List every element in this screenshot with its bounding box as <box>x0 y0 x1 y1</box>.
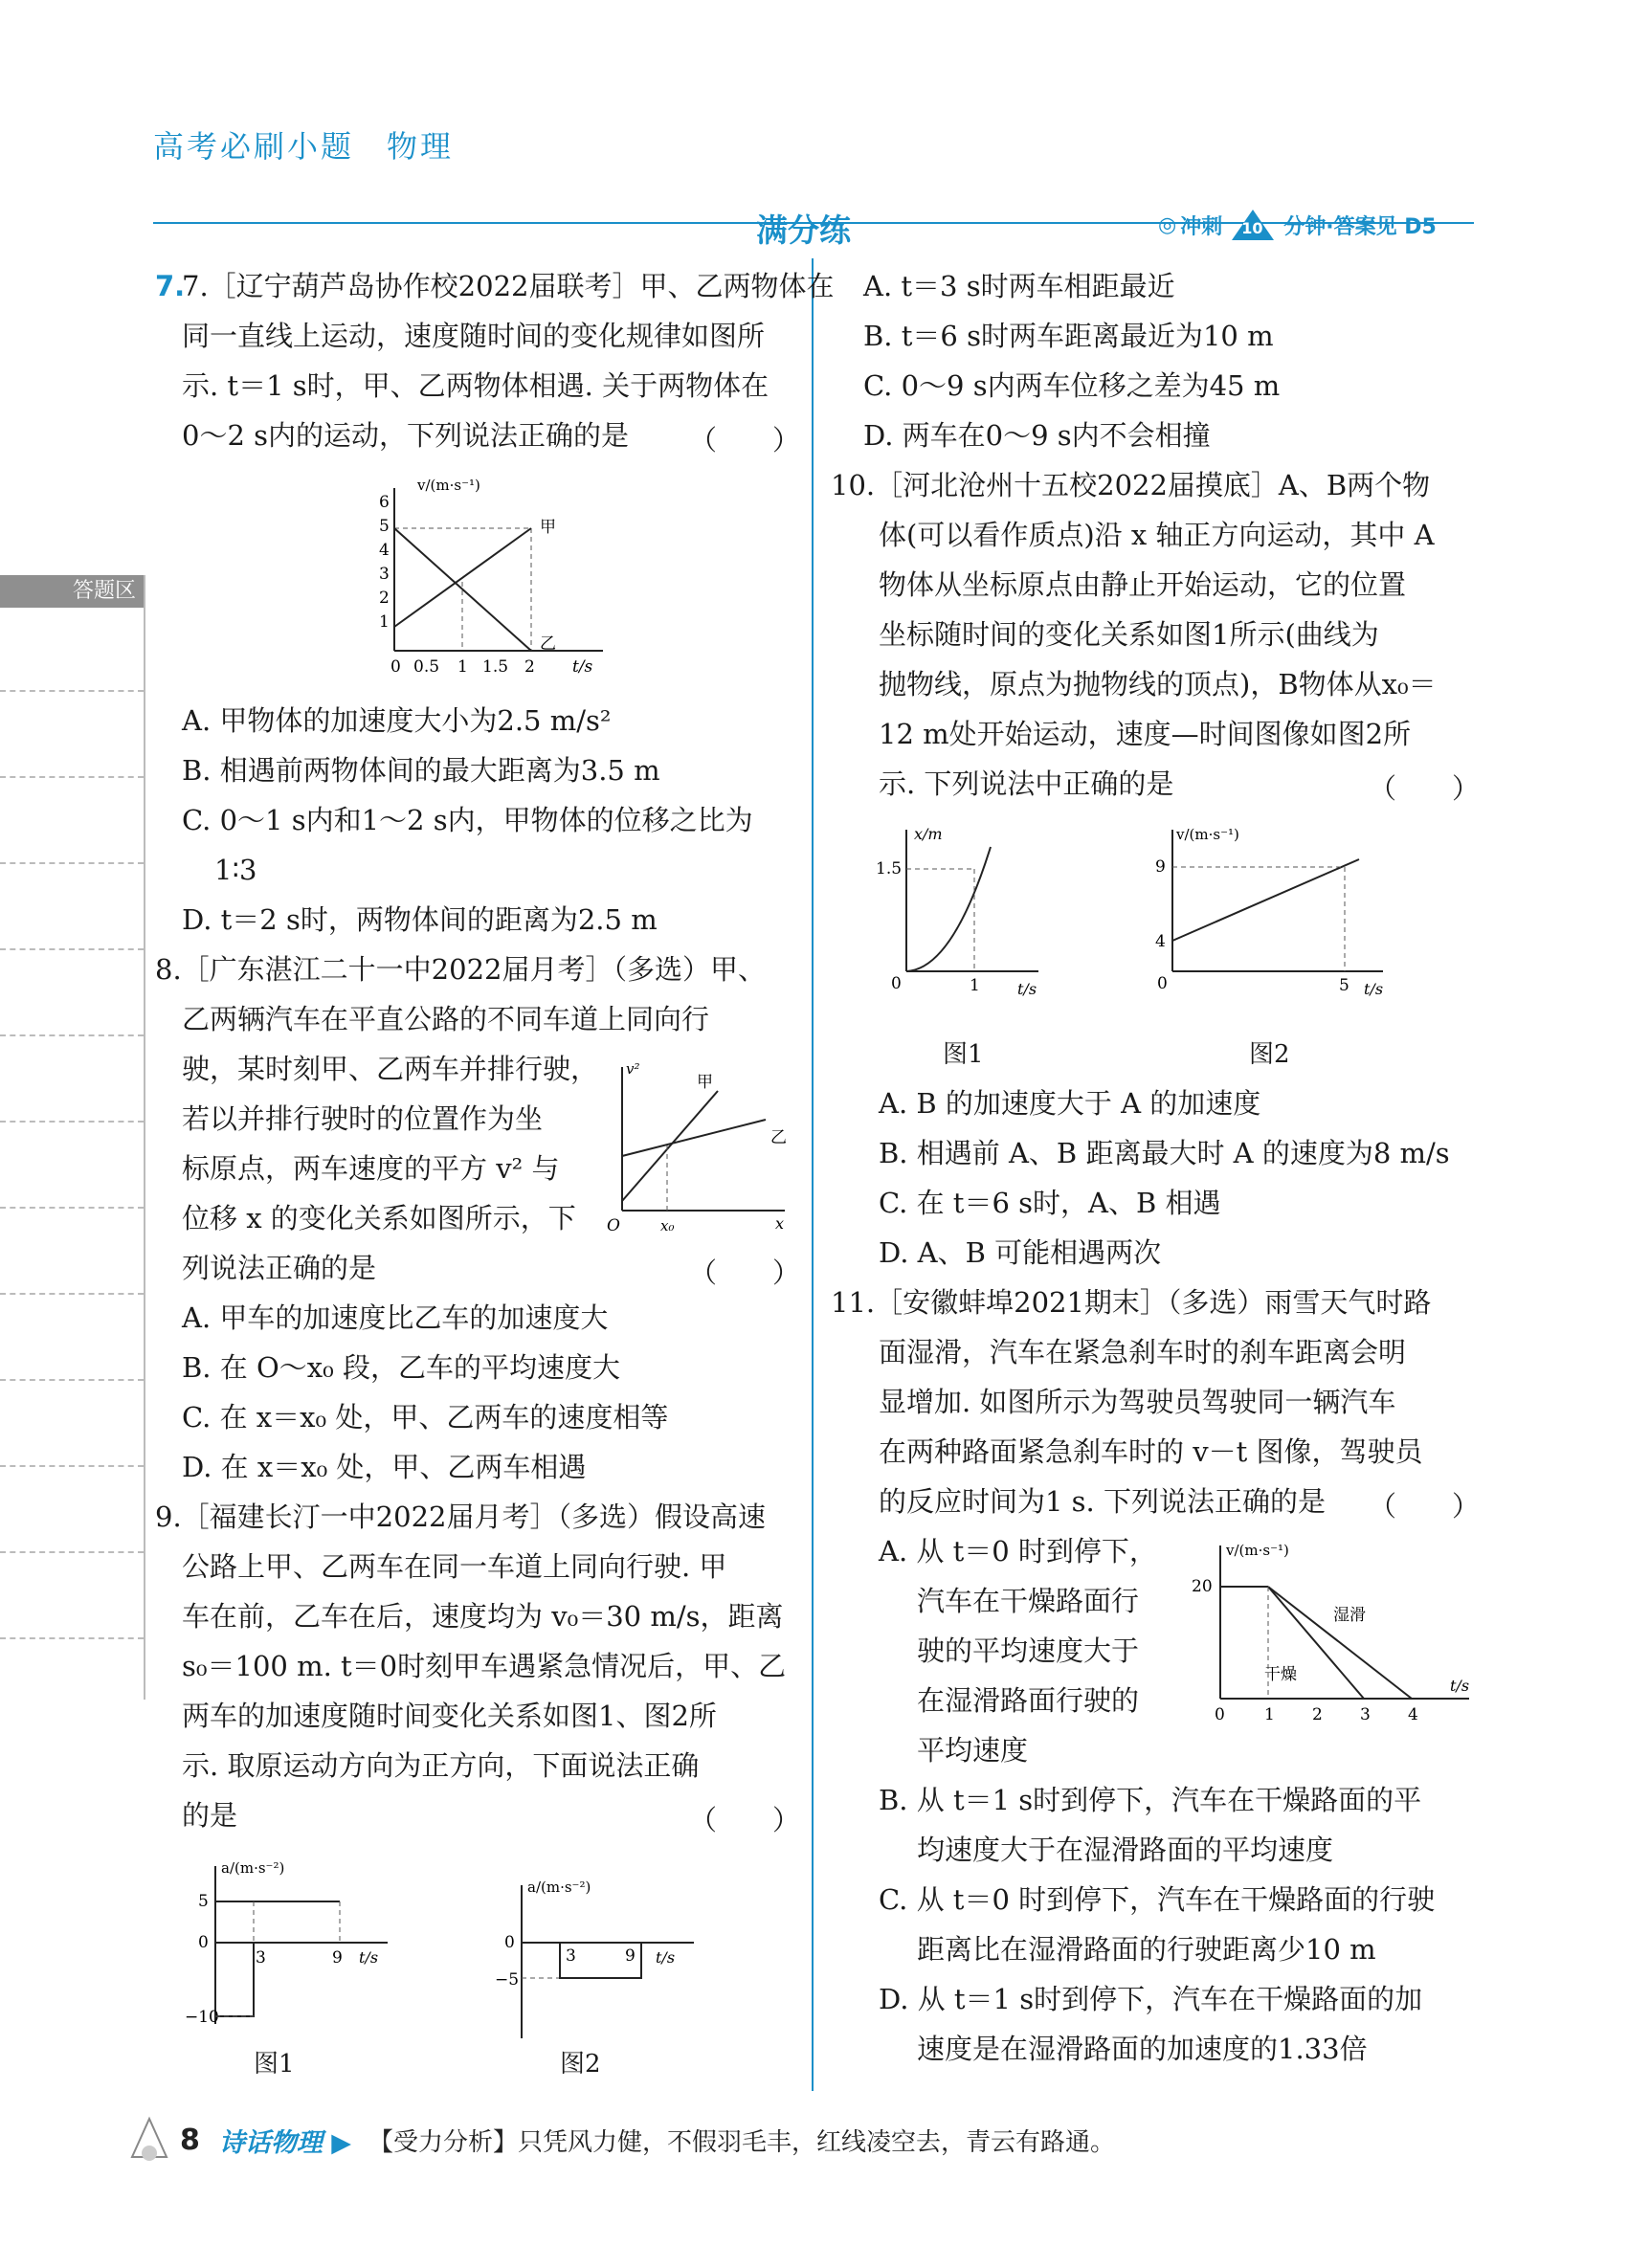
q7-option-d: D. t＝2 s时，两物体间的距离为2.5 m <box>182 903 658 936</box>
q9-fig2-caption: 图2 <box>560 2050 601 2079</box>
series-label: 乙 <box>540 634 556 654</box>
q10-text-line-3: 物体从坐标原点由静止开始运动，它的位置 <box>879 568 1407 601</box>
q9-option-a: A. t＝3 s时两车相距最近 <box>863 270 1175 302</box>
x-tick: 0.5 <box>413 657 440 677</box>
answer-line <box>0 1465 144 1467</box>
q7-line <box>155 270 185 302</box>
chart-ylabel: v/(m·s⁻¹) <box>417 477 480 494</box>
q11-option-a-line: 在湿滑路面行驶的 <box>917 1684 1140 1717</box>
timer-prefix: 冲刺 <box>1180 214 1223 239</box>
q11-option-a-line: A. 从 t＝0 时到停下， <box>879 1535 1157 1568</box>
answer-line <box>0 1379 144 1381</box>
answer-sidebar <box>0 575 145 1700</box>
x-tick: 0 <box>390 657 401 677</box>
chart-ylabel: v/(m·s⁻¹) <box>1226 1542 1289 1559</box>
y-tick: 2 <box>379 589 390 608</box>
q10-fig1-caption: 图1 <box>943 1040 984 1069</box>
x-tick: 9 <box>625 1946 636 1966</box>
footer-brand: 诗话物理 ▶ <box>218 2127 352 2158</box>
q9-option-b: B. t＝6 s时两车距离最近为10 m <box>863 320 1274 352</box>
q8-text-line-6: 位移 x 的变化关系如图所示，下 <box>182 1202 576 1234</box>
series-label: 乙 <box>770 1128 787 1147</box>
q9-text-line-5: 两车的加速度随时间变化关系如图1、图2所 <box>182 1700 717 1732</box>
y-tick: 5 <box>198 1892 209 1911</box>
q8-v2x-chart <box>603 1053 794 1234</box>
q11-vt-chart <box>1192 1536 1479 1727</box>
velocity-line <box>1172 859 1359 941</box>
y-tick: 0 <box>504 1933 515 1952</box>
y-tick: 1.5 <box>876 859 903 878</box>
chart-ylabel: a/(m·s⁻²) <box>527 1879 591 1896</box>
chart-x0: x₀ <box>660 1217 675 1234</box>
chart-xlabel: t/s <box>359 1948 379 1967</box>
q9-fig1-caption: 图1 <box>254 2050 295 2079</box>
column-divider <box>812 258 814 2091</box>
q7-text-line-3: 示. t＝1 s时，甲、乙两物体相遇. 关于两物体在 <box>182 369 769 402</box>
answer-line <box>0 862 144 864</box>
q7-text-line-1: 7.［辽宁葫芦岛协作校2022届联考］甲、乙两物体在 <box>182 270 835 302</box>
y-tick: 3 <box>379 565 390 584</box>
chart-xlabel: t/s <box>1017 980 1037 998</box>
q9-fig2-chart <box>483 1871 713 2043</box>
answer-area-label: 答题区 <box>0 575 144 608</box>
q7-answer-blank[interactable]: （ ） <box>689 424 801 456</box>
q8-option-a: A. 甲车的加速度比乙车的加速度大 <box>182 1301 609 1334</box>
timer-suffix: 分钟·答案见 D5 <box>1283 214 1437 239</box>
parabola-curve <box>906 847 991 971</box>
wet-label: 湿滑 <box>1333 1606 1366 1625</box>
q10-fig2-chart <box>1144 818 1393 1000</box>
q7-option-c: C. 0～1 s内和1～2 s内，甲物体的位移之比为 <box>182 804 753 836</box>
q10-text-line-7: 示. 下列说法中正确的是 <box>879 767 1174 800</box>
answer-line <box>0 1121 144 1123</box>
answer-line <box>0 1293 144 1295</box>
q11-text-line-5: 的反应时间为1 s. 下列说法正确的是 <box>879 1485 1326 1518</box>
q10-option-d: D. A、B 可能相遇两次 <box>879 1236 1162 1269</box>
q9-fig1-chart <box>177 1852 407 2043</box>
x-tick: 3 <box>256 1948 266 1968</box>
chart-ylabel: v² <box>626 1060 640 1078</box>
q7-option-c-cont: 1∶3 <box>214 854 257 886</box>
series-label: 甲 <box>697 1073 713 1092</box>
y-tick: 9 <box>1155 857 1166 877</box>
y-tick: 1 <box>379 612 390 632</box>
q11-option-d: D. 从 t＝1 s时到停下，汽车在干燥路面的加 <box>879 1983 1423 2015</box>
chart-xlabel: t/s <box>1364 980 1384 998</box>
q11-option-c-cont: 距离比在湿滑路面的行驶距离少10 m <box>917 1933 1376 1966</box>
q9-text-line-7: 的是 <box>182 1799 238 1832</box>
q11-option-d-cont: 速度是在湿滑路面的加速度的1.33倍 <box>917 2033 1368 2065</box>
q7-option-b: B. 相遇前两物体间的最大距离为3.5 m <box>182 754 660 787</box>
chart-xlabel: t/s <box>656 1948 676 1967</box>
q11-text-line-1: 11.［安徽蚌埠2021期末］（多选）雨雪天气时路 <box>831 1286 1432 1319</box>
q8-option-c: C. 在 x＝x₀ 处，甲、乙两车的速度相等 <box>182 1401 669 1434</box>
q7-text-line-2: 同一直线上运动，速度随时间的变化规律如图所 <box>182 320 766 352</box>
q10-option-a: A. B 的加速度大于 A 的加速度 <box>879 1087 1261 1120</box>
x-tick: 1 <box>457 657 468 677</box>
book-title: 高考必刷小题 <box>153 128 355 165</box>
q8-option-d: D. 在 x＝x₀ 处，甲、乙两车相遇 <box>182 1451 587 1483</box>
q10-fig2-caption: 图2 <box>1249 1040 1290 1069</box>
accel-segment-negative <box>215 1943 254 2016</box>
q9-text-line-2: 公路上甲、乙两车在同一车道上同向行驶. 甲 <box>182 1550 727 1583</box>
q11-answer-blank[interactable]: （ ） <box>1369 1490 1481 1523</box>
x-tick: 1 <box>1264 1705 1275 1724</box>
chart-xlabel: t/s <box>572 657 593 677</box>
answer-line <box>0 948 144 950</box>
q8-text-line-5: 标原点，两车速度的平方 v² 与 <box>182 1152 560 1185</box>
x-tick: 1 <box>970 976 980 995</box>
answer-line <box>0 1034 144 1036</box>
y-tick: 20 <box>1192 1577 1213 1596</box>
q11-text-line-4: 在两种路面紧急刹车时的 v－t 图像，驾驶员 <box>879 1435 1423 1468</box>
chart-xlabel: x <box>775 1214 785 1233</box>
y-tick: 4 <box>1155 932 1166 951</box>
series-yi-line <box>622 1120 766 1156</box>
q11-text-line-2: 面湿滑，汽车在紧急刹车时的刹车距离会明 <box>879 1336 1407 1368</box>
chart-xlabel: t/s <box>1450 1677 1470 1695</box>
q11-option-a-line: 汽车在干燥路面行 <box>917 1585 1140 1617</box>
y-tick: −10 <box>185 2008 219 2027</box>
chart-ylabel: v/(m·s⁻¹) <box>1176 826 1239 843</box>
q8-option-b: B. 在 O～x₀ 段，乙车的平均速度大 <box>182 1351 620 1384</box>
q10-answer-blank[interactable]: （ ） <box>1369 772 1481 805</box>
chart-ylabel: a/(m·s⁻²) <box>221 1859 285 1877</box>
q8-answer-blank[interactable]: （ ） <box>689 1256 801 1289</box>
answer-line <box>0 776 144 778</box>
chart-origin: O <box>607 1216 620 1234</box>
timer-minutes: 10 <box>1241 219 1263 237</box>
y-tick: 5 <box>379 517 390 536</box>
series-yi-line <box>394 528 531 651</box>
q9-text-line-1: 9.［福建长汀一中2022届月考］（多选）假设高速 <box>155 1501 766 1533</box>
chart-origin: 0 <box>1157 974 1168 993</box>
page-number: 8 <box>180 2123 200 2157</box>
q11-option-a-line: 驶的平均速度大于 <box>917 1634 1140 1667</box>
q10-text-line-2: 体(可以看作质点)沿 x 轴正方向运动，其中 A <box>879 519 1435 551</box>
q10-text-line-1: 10.［河北沧州十五校2022届摸底］A、B两个物 <box>831 469 1431 501</box>
triangle-icon <box>1232 210 1274 240</box>
q8-text-line-4: 若以并排行驶时的位置作为坐 <box>182 1102 544 1135</box>
q8-text-line-7: 列说法正确的是 <box>182 1252 377 1284</box>
q11-text-line-3: 显增加. 如图所示为驾驶员驾驶同一辆汽车 <box>879 1386 1396 1418</box>
q11-option-b-cont: 均速度大于在湿滑路面的平均速度 <box>917 1834 1334 1866</box>
q10-text-line-4: 坐标随时间的变化关系如图1所示(曲线为 <box>879 618 1379 651</box>
q9-option-c: C. 0～9 s内两车位移之差为45 m <box>863 369 1281 402</box>
answer-line <box>0 690 144 692</box>
section-title: 满分练 <box>756 211 851 249</box>
running-header <box>153 122 486 167</box>
q8-text-line-3: 驶，某时刻甲、乙两车并排行驶， <box>182 1053 599 1085</box>
x-tick: 3 <box>566 1946 576 1966</box>
x-tick: 4 <box>1408 1705 1418 1724</box>
y-tick: 0 <box>198 1933 209 1952</box>
y-tick: −5 <box>495 1970 520 1990</box>
q11-option-c: C. 从 t＝0 时到停下，汽车在干燥路面的行驶 <box>879 1883 1436 1916</box>
x-tick: 5 <box>1339 976 1349 995</box>
clock-icon: ◎ <box>1158 212 1177 237</box>
x-tick: 0 <box>1215 1705 1225 1724</box>
question-number: 7. <box>155 270 186 302</box>
answer-line <box>0 1637 144 1639</box>
x-tick: 2 <box>1312 1705 1323 1724</box>
answer-line <box>0 1551 144 1553</box>
x-tick: 2 <box>524 657 535 677</box>
q7-option-a: A. 甲物体的加速度大小为2.5 m/s² <box>182 704 612 737</box>
q11-option-b: B. 从 t＝1 s时到停下，汽车在干燥路面的平 <box>879 1784 1422 1816</box>
chart-ylabel: x/m <box>914 825 943 843</box>
footer-quote: 【受力分析】只凭风力健，不假羽毛丰，红线凌空去，青云有路通。 <box>368 2127 1116 2157</box>
q7-text-line-4: 0～2 s内的运动，下列说法正确的是 <box>182 419 630 452</box>
q9-option-d: D. 两车在0～9 s内不会相撞 <box>863 419 1211 452</box>
logo-icon <box>124 2115 174 2165</box>
subject-title: 物理 <box>387 128 455 165</box>
timer-badge <box>1158 210 1437 240</box>
chart-origin: 0 <box>891 974 902 993</box>
q7-vt-chart <box>364 469 613 679</box>
x-tick: 1.5 <box>482 657 509 677</box>
q10-fig1-chart <box>876 818 1048 1000</box>
q8-text-line-1: 8.［广东湛江二十一中2022届月考］（多选）甲、 <box>155 953 766 986</box>
q9-text-line-4: s₀＝100 m. t＝0时刻甲车遇紧急情况后，甲、乙 <box>182 1650 787 1682</box>
y-tick: 4 <box>379 541 390 560</box>
q8-text-line-2: 乙两辆汽车在平直公路的不同车道上同向行 <box>182 1003 710 1035</box>
page-footer <box>124 2115 1115 2165</box>
q10-text-line-6: 12 m处开始运动，速度—时间图像如图2所 <box>879 718 1412 750</box>
series-label: 甲 <box>540 518 556 537</box>
y-tick: 6 <box>379 493 390 512</box>
q10-option-b: B. 相遇前 A、B 距离最大时 A 的速度为8 m/s <box>879 1137 1450 1169</box>
q10-text-line-5: 抛物线，原点为抛物线的顶点)，B物体从x₀＝ <box>879 668 1437 700</box>
dry-label: 干燥 <box>1264 1665 1297 1684</box>
q11-option-a-line: 平均速度 <box>917 1734 1029 1767</box>
q10-option-c: C. 在 t＝6 s时，A、B 相遇 <box>879 1187 1221 1219</box>
q9-answer-blank[interactable]: （ ） <box>689 1804 801 1836</box>
answer-line <box>0 1207 144 1209</box>
q9-text-line-3: 车在前，乙车在后，速度均为 v₀＝30 m/s，距离 <box>182 1600 784 1633</box>
x-tick: 3 <box>1360 1705 1371 1724</box>
series-jia-line <box>622 1091 718 1201</box>
x-tick: 9 <box>332 1948 343 1968</box>
q9-text-line-6: 示. 取原运动方向为正方向，下面说法正确 <box>182 1749 700 1782</box>
